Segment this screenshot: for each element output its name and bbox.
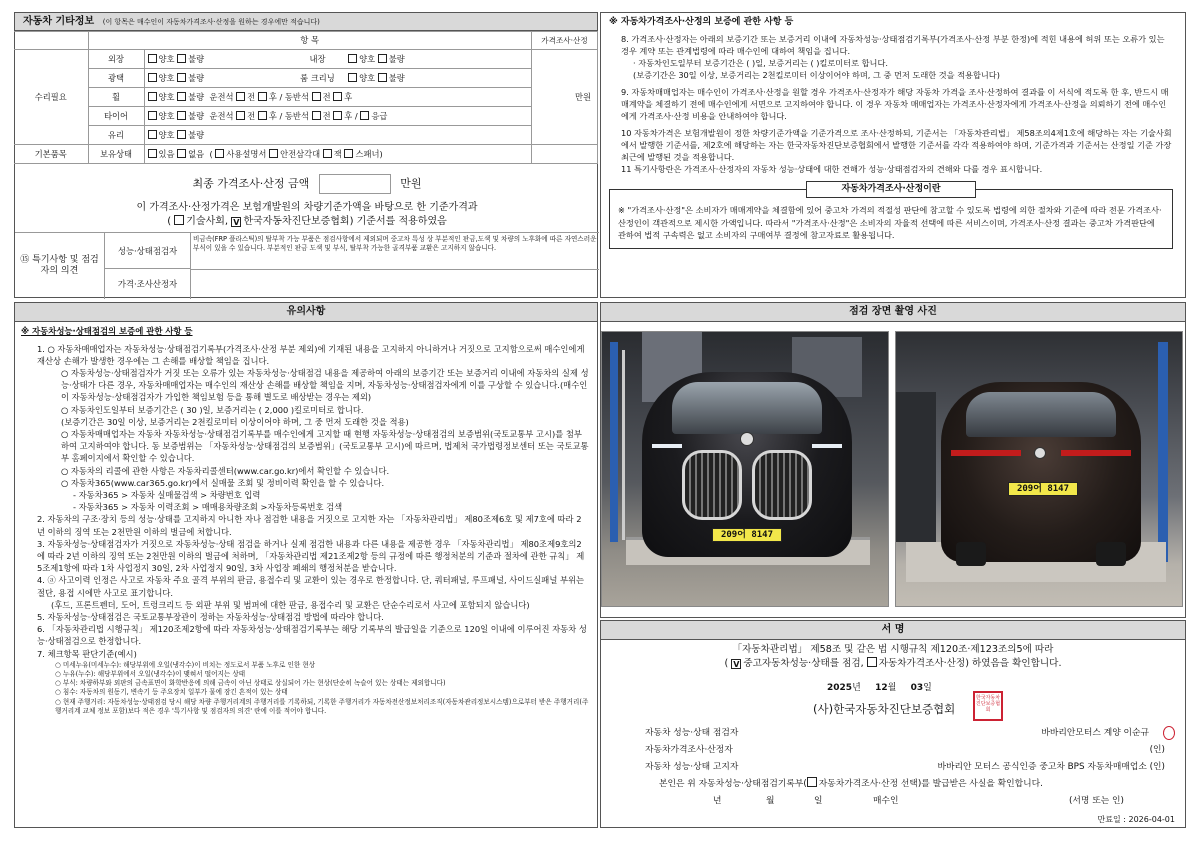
sign-open: ( <box>724 658 729 669</box>
opt-yes: 있음 <box>158 148 175 159</box>
exterior-bad-checkbox[interactable] <box>177 54 186 63</box>
caution-item: 3. 자동차성능·상태점검자가 거짓으로 자동차성능·상태 점검을 하거나 실제 점검한 내용과 다른 내용을 제공한 경우 「자동차관리법」 제80조제9호의2에 따라 2년 이하의 징역 또는 2천만원 이하의 벌금에 처하며, 「자동차관리법 제21조제2항 등의 규정에 따른 행정처분의 기준과 절차에 관한 규칙」 제5조제1항에 따라 1차 사업정지 30일, 2차 사업정지 90일, 3차 사업장 폐쇄의 행정처분을 받습니다. <box>37 538 585 574</box>
glass-bad-checkbox[interactable] <box>177 130 186 139</box>
opt-good: 양호 <box>158 129 175 140</box>
special-label-text: 특기사항 및 점검자의 의견 <box>32 254 99 276</box>
opt-bad: 불량 <box>388 53 405 64</box>
pricing-checkbox[interactable] <box>867 657 877 667</box>
buyer-label: 매수인 <box>873 796 899 806</box>
para-8c: (보증기간은 30일 이상, 보증거리는 2천킬로미터 이상이어야 하며, 그 중 먼저 도래한 것을 적용합니다) <box>633 70 1000 81</box>
row-gloss-options <box>144 69 532 88</box>
row-exterior: 외장 <box>88 50 144 69</box>
special-inspector-label: 성능·상태점검자 <box>105 233 191 269</box>
opt-bad: 불량 <box>188 110 205 121</box>
row-wheel-options: 양호 불량 운전석 전 후 / 동반석 전 후 <box>144 88 532 107</box>
front-label: 전 <box>247 110 256 121</box>
stamp-text: 한국자동차진단보증협회 <box>975 695 1001 713</box>
row-tire-options: 양호 불량 운전석 전 후 / 동반석 전 후 / 응급 <box>144 107 532 126</box>
sign-date <box>827 683 932 694</box>
criteria-item: ○ 미세누유(미세누수): 해당부위에 오일(냉각수)이 비치는 정도로서 부품 노후로 인한 현상 <box>55 660 316 669</box>
price-basis <box>15 201 599 229</box>
receipt-b: 자동차가격조사·산정 선택)를 발급받은 사실을 확인합니다. <box>818 779 1043 789</box>
price-definition-text: ※ "가격조사·산정"은 소비자가 매매계약을 체결함에 있어 중고차 가격의 적절성 판단에 참고할 수 있도록 법령에 의한 절차와 기준에 따라 전문 가격조사·산정인이 객관적으로 제시한 가액입니다. 따라서 "가격조사·산정"은 소비자의 자율적 선택에 따른 서비스이며, 가격조사·산정 결과는 중고차 가격판단에 관하여 법적 구속력은 없고 소비자의 구매여부 결정에 참고자료로 활용됩니다. <box>618 205 1162 241</box>
wheel-bad-checkbox[interactable] <box>177 92 186 101</box>
year-unit: 년 <box>852 683 861 693</box>
basic-item-spanner: 스패너 <box>355 148 380 159</box>
basis-kaida-checkbox[interactable]: V <box>233 218 240 227</box>
inspection-checkbox[interactable]: V <box>733 660 740 669</box>
opt-good: 양호 <box>158 53 175 64</box>
other-info-header <box>15 13 597 31</box>
inspector-value: 바바리안모터스 계양 이순규 <box>1041 728 1149 738</box>
criteria-item: ○ 누유(누수): 해당부위에서 오일(냉각수)이 맺혀서 떨어지는 상태 <box>55 669 246 678</box>
jack-checkbox[interactable] <box>323 149 332 158</box>
caution-item: ○ 자동차성능·상태점검자가 거짓 또는 오류가 있는 자동차성능·상태점검 내용을 제공하여 아래의 보증기간 또는 보증거리 이내에 자동차의 실제 성능·상태가 다른 경우, 자동차매매업자는 매수인의 재산상 손해를 배상할 책임을 지며, 자동차성능·상태점검자에게 이를 구상할 수 있습니다.(매수인이 자동차성능·상태점검자가 가입한 책임보험 등을 통해 별도로 배상받는 경우는 제외) <box>61 367 589 403</box>
month-unit: 월 <box>887 683 897 693</box>
front-label: 전 <box>247 91 256 102</box>
pricer-label: 자동차가격조사·산정자 <box>645 745 733 755</box>
inspector-row <box>645 725 1175 742</box>
caution-item: - 자동차365 > 자동차 실매물검색 > 차량번호 입력 <box>73 489 261 500</box>
buyer-day: 일 <box>814 796 823 806</box>
opt-no: 없음 <box>188 148 205 159</box>
caution-item: 6. 「자동차관리법 시행규칙」 제120조제2항에 따라 자동차성능·상태점검기록부는 해당 기록부의 발급일을 기준으로 120일 이내에 이루어진 자동차 성능·상태점검으로 한정합니다. <box>37 624 587 647</box>
caution-item: 5. 자동차성능·상태점검은 국토교통부장관이 정하는 자동차성능·상태점검 방법에 따라야 합니다. <box>37 611 384 622</box>
repair-price-unit: 만원 <box>532 50 598 145</box>
price-guarantee-title: ※ 자동차가격조사·산정의 보증에 관한 사항 등 <box>609 17 794 27</box>
caution-item: (보증기간은 30일 이상, 보증거리는 2천킬로미터 이상이어야 하며, 그 중 먼저 도래한 것을 적용) <box>61 416 409 427</box>
final-price-row <box>15 170 599 198</box>
caution-item: ○ 자동차365(www.car365.go.kr)에서 실매물 조회 및 정비이력 확인을 할 수 있습니다. <box>61 477 385 488</box>
sign-line1: 「자동차관리법」 제58조 및 같은 법 시행규칙 제120조·제123조의5에 따라 <box>732 644 1054 655</box>
price-guarantee-section <box>600 12 1186 298</box>
opt-good: 양호 <box>359 53 376 64</box>
basic-item-manual: 사용설명서 <box>226 148 267 159</box>
caution-section <box>14 302 598 828</box>
room-clean-good-checkbox[interactable] <box>348 73 357 82</box>
interior-good-checkbox[interactable] <box>348 54 357 63</box>
photo-title: 점검 장면 촬영 사진 <box>601 303 1185 322</box>
glass-good-checkbox[interactable] <box>148 130 157 139</box>
tire-passenger-front-checkbox[interactable] <box>312 111 321 120</box>
opt-good: 양호 <box>359 72 376 83</box>
pricer-value: (인) <box>1149 745 1165 755</box>
caution-subtitle: ※ 자동차성능·상태점검의 보증에 관한 사항 등 <box>21 326 193 336</box>
basis-line1: 이 가격조사·산정가격은 보험개발원의 차량기준가액을 바탕으로 한 기준가격과 <box>136 202 478 213</box>
row-gloss: 광택 <box>88 69 144 88</box>
car-front-photo <box>601 331 889 607</box>
special-notes <box>15 232 599 298</box>
basic-item-jack: 잭 <box>333 148 342 159</box>
caution-item: ○ 자동차의 리콜에 관한 사항은 자동차리콜센터(www.car.go.kr)에서 확인할 수 있습니다. <box>61 465 390 476</box>
wheel-driver-front-checkbox[interactable] <box>236 92 245 101</box>
basic-options: 있음 없음 ( 사용설명서 안전삼각대 잭 스패너) <box>144 145 532 164</box>
row-exterior-options <box>144 50 532 69</box>
signature-title: 서 명 <box>601 621 1185 640</box>
interior-bad-checkbox[interactable] <box>378 54 387 63</box>
receipt-a: 본인은 위 자동차성능·상태점검기록부( <box>659 779 807 789</box>
driver-label: 운전석 <box>209 110 234 121</box>
other-info-title: 자동차 기타정보 <box>23 16 95 27</box>
front-label: 전 <box>322 110 331 121</box>
other-info-section <box>14 12 598 298</box>
final-price-unit: 만원 <box>400 177 422 190</box>
notifier-label: 자동차 성능·상태 고지자 <box>645 762 739 772</box>
opt-bad: 불량 <box>188 129 205 140</box>
caution-item: 1. ○ 자동차매매업자는 자동차성능·상태점검기록부(가격조사·산정 부분 제외)에 기재된 내용을 고지하지 아니하거나 거짓으로 고지함으로써 매수인에게 재산상 손해가 발생한 경우에는 그 손해를 배상할 책임을 집니다. <box>37 343 585 366</box>
rear-label: 후 <box>268 91 277 102</box>
row-tire: 타이어 <box>88 107 144 126</box>
buyer-month: 월 <box>766 796 775 806</box>
expiry-date: 만료일 : 2026-04-01 <box>1097 815 1175 824</box>
criteria-item: ○ 부식: 차량하부와 외판의 금속표면이 화학반응에 의해 금속이 아닌 상태로 상실되어 가는 현상(단순히 녹슬어 있는 상태는 제외합니다) <box>55 679 446 688</box>
rear-label: 후 <box>268 110 277 121</box>
front-plate: 209어 8147 <box>712 528 782 542</box>
sign-org: (사)한국자동차진단보증협회 <box>813 702 956 716</box>
tire-passenger-rear-checkbox[interactable] <box>333 111 342 120</box>
opt-bad: 불량 <box>388 72 405 83</box>
day-unit: 일 <box>923 683 932 693</box>
opt-bad: 불량 <box>188 91 205 102</box>
para-8: 8. 가격조사·산정자는 아래의 보증기간 또는 보증거리 이내에 자동차성능·상태점검기록부(가격조사·산정 부분 한정)에 적힌 내용에 허위 또는 오류가 있는 경우 계약 또는 관계법령에 따라 매수인에 대하여 책임을 집니다. <box>621 34 1165 57</box>
basis-opt2: 한국자동차진단보증협회) 기준서를 적용하였음 <box>243 216 447 227</box>
opt-good: 양호 <box>158 72 175 83</box>
row-room-clean: 룸 크리닝 <box>300 72 335 83</box>
notifier-value: 바바리안 모터스 공식인증 중고차 BPS 자동차매매업소 (인) <box>937 762 1165 772</box>
row-wheel: 휠 <box>88 88 144 107</box>
caution-item: ○ 자동차매매업자는 자동차 자동차성능·상태점검기록부를 매수인에게 고지할 때 현행 자동차성능·상태점검의 보증범위(국토교통부 고시)를 첨부하여 고지하여야 합니다. 동 보증범위는 「자동차성능·상태점검의 보증범위」(국토교통부 고시)에 따르며, 법제처 국가법령정보센터 또는 국토교통부 홈페이지에서 확인할 수 있습니다. <box>61 428 589 464</box>
opt-good: 양호 <box>158 91 175 102</box>
col-item-header: 항 목 <box>88 32 532 50</box>
sign-year: 2025 <box>827 683 853 693</box>
special-inspector-text: 비금속(FRP 플라스틱)의 탈부착 가능 부품은 점검사항에서 제외되며 중고차 특성 상 부분적인 판금,도색 및 차량의 노후화에 따른 자연스러운 부식이 있을 수 있습니다. 부분적인 판금 도색 및 부식, 탈부착 가능한 골격부품 교환은 고지하지 않습니다. <box>193 235 597 252</box>
passenger-label: 동반석 <box>284 91 309 102</box>
basic-label: 기본품목 <box>14 145 88 164</box>
photo-section <box>600 302 1186 618</box>
gloss-good-checkbox[interactable] <box>148 73 157 82</box>
caution-item: 2. 자동차의 구조·장치 등의 성능·상태를 고지하지 아니한 자나 점검한 내용을 거짓으로 고지한 자는 「자동차관리법」 제80조제6호 및 제7호에 따라 2년 이하의 징역 또는 2천만원 이하의 벌금에 처합니다. <box>37 514 582 537</box>
emergency-label: 응급 <box>371 110 388 121</box>
rear-label: 후 <box>344 110 353 121</box>
final-price-input[interactable] <box>319 174 391 194</box>
basis-opt1: 기술사회, <box>186 216 229 227</box>
caution-title: 유의사항 <box>15 303 597 322</box>
buyer-sign: (서명 또는 인) <box>1069 796 1124 806</box>
sign-opt-b: 자동차가격조사·산정) 하였음을 확인합니다. <box>878 658 1062 669</box>
room-clean-bad-checkbox[interactable] <box>378 73 387 82</box>
final-price-label: 최종 가격조사·산정 금액 <box>192 177 310 190</box>
basic-no-checkbox[interactable] <box>177 149 186 158</box>
basis-line2 <box>15 215 599 229</box>
sign-opt-a: 중고자동차성능·상태를 점검, <box>743 658 864 669</box>
opt-bad: 불량 <box>188 53 205 64</box>
gloss-bad-checkbox[interactable] <box>177 73 186 82</box>
criteria-item: ○ 현재 주행거리: 자동차성능·상태점검 당시 해당 차량 주행거리계의 주행거리를 기록하되, 기록한 주행거리가 자동차전산정보처리조직(자동차관리정보시스템)으로부터 받은 주행거리(주행거리계 교체 정보 포함)보다 적은 경우 '특기사항 및 점검자의 의견' 란에 이를 적어야 합니다. <box>55 697 589 715</box>
tire-emergency-checkbox[interactable] <box>360 111 369 120</box>
criteria-item: ○ 침수: 자동차의 원동기, 변속기 등 주요장치 일부가 물에 잠긴 흔적이 있는 상태 <box>55 688 288 697</box>
para-10: 10 자동차가격은 보험개발원이 정한 차량기준가액을 기준가격으로 조사·산정하되, 기준서는 「자동차관리법」 제58조의4제1호에 해당하는 자는 기술사회에서 발행한 기준서를, 제2호에 해당하는 자는 한국자동차진단보증협회에서 발행한 기준서를 각각 적용하여야 하며, 기준가격과 기준서는 산정일 기준 가장 최근에 발행된 것을 적용합니다. <box>621 128 1172 163</box>
triangle-checkbox[interactable] <box>269 149 278 158</box>
sign-month: 12 <box>875 683 888 693</box>
price-definition-title: 자동차가격조사·산정이란 <box>806 181 976 198</box>
association-stamp <box>973 691 1003 721</box>
basis-open: ( <box>167 216 172 227</box>
basic-possess: 보유상태 <box>88 145 144 164</box>
rear-label: 후 <box>344 91 353 102</box>
caution-item: 7. 체크항목 판단기준(예시) <box>37 648 137 659</box>
signature-section <box>600 620 1186 828</box>
tire-driver-rear-checkbox[interactable] <box>258 111 267 120</box>
caution-item: - 자동차365 > 자동차 이력조회 > 매매용차량조회 >자동차등록번호 검색 <box>73 502 343 513</box>
notifier-row <box>645 759 1175 776</box>
row-glass: 유리 <box>88 126 144 145</box>
caution-item: (후드, 프론트펜더, 도어, 트렁크리드 등 외판 부위 및 범퍼에 대한 판금, 용접수리 및 교환은 단순수리로서 사고에 포함되지 않습니다) <box>51 599 530 610</box>
basic-yes-checkbox[interactable] <box>148 149 157 158</box>
caution-item: ○ 자동차인도일부터 보증기간은 ( 30 )일, 보증거리는 ( 2,000 )킬로미터로 합니다. <box>61 404 364 415</box>
special-pricer-label: 가격·조사산정자 <box>105 269 191 299</box>
front-label: 전 <box>322 91 331 102</box>
repair-table <box>14 31 598 164</box>
caution-item: 4. ⓐ 사고이력 인정은 사고로 자동차 주요 골격 부위의 판금, 용접수리 및 교환이 있는 경우로 한정합니다. 단, 쿼터패널, 루프패널, 사이드실패널 부위는 절단, 용접 시에만 사고로 표기합니다. <box>37 575 585 598</box>
sign-line2 <box>601 657 1185 671</box>
passenger-label: 동반석 <box>284 110 309 121</box>
spanner-checkbox[interactable] <box>344 149 353 158</box>
opt-bad: 불량 <box>188 72 205 83</box>
special-label <box>15 233 105 299</box>
manual-checkbox[interactable] <box>215 149 224 158</box>
receipt-pricing-checkbox[interactable] <box>807 777 817 787</box>
buyer-year: 년 <box>713 796 722 806</box>
inspector-seal <box>1163 726 1175 740</box>
signer-list <box>645 725 1175 776</box>
tire-driver-front-checkbox[interactable] <box>236 111 245 120</box>
row-glass-options <box>144 126 532 145</box>
sign-day: 03 <box>910 683 924 693</box>
receipt-line <box>659 777 1043 790</box>
wheel-passenger-front-checkbox[interactable] <box>312 92 321 101</box>
tire-bad-checkbox[interactable] <box>177 111 186 120</box>
repair-label: 수리필요 <box>14 50 88 145</box>
car-rear-photo <box>895 331 1183 607</box>
other-info-note: (이 항목은 매수인이 자동차가격조사·산정을 원하는 경우에만 적습니다) <box>102 18 320 26</box>
special-num: ⑮ <box>20 254 30 265</box>
wheel-driver-rear-checkbox[interactable] <box>258 92 267 101</box>
opt-good: 양호 <box>158 110 175 121</box>
exterior-good-checkbox[interactable] <box>148 54 157 63</box>
rear-plate: 209어 8147 <box>1008 482 1078 496</box>
basic-item-triangle: 안전삼각대 <box>280 148 321 159</box>
wheel-passenger-rear-checkbox[interactable] <box>333 92 342 101</box>
para-9: 9. 자동차매매업자는 매수인이 가격조사·산정을 원할 경우 가격조사·산정자가 해당 자동차 가격을 조사·산정하여 결과를 이 서식에 적도록 한 후, 반드시 매매계약을 체결하기 전에 매수인에게 서면으로 고지하여야 합니다. 이 경우 자동차 매매업자는 가격조사·산정자에게 가격조사·산정을 의뢰하기 전에 매수인에게 가격조사·산정 비용을 안내하여야 합니다. <box>621 87 1169 122</box>
pricer-row <box>645 742 1175 759</box>
inspector-label: 자동차 성능·상태 점검자 <box>645 728 739 738</box>
basis-tech-checkbox[interactable] <box>174 215 184 225</box>
wheel-good-checkbox[interactable] <box>148 92 157 101</box>
tire-good-checkbox[interactable] <box>148 111 157 120</box>
driver-label: 운전석 <box>209 91 234 102</box>
row-interior: 내장 <box>309 53 326 64</box>
para-8b: · 자동차인도일부터 보증기간은 ( )일, 보증거리는 ( )킬로미터로 합니다. <box>633 58 888 69</box>
col-price-header: 가격조사·산정 <box>532 32 598 50</box>
para-11: 11 특기사항란은 가격조사·산정자의 자동차 성능·상태에 대한 견해가 성능·상태점검자의 견해와 다를 경우 표시합니다. <box>621 164 1043 175</box>
